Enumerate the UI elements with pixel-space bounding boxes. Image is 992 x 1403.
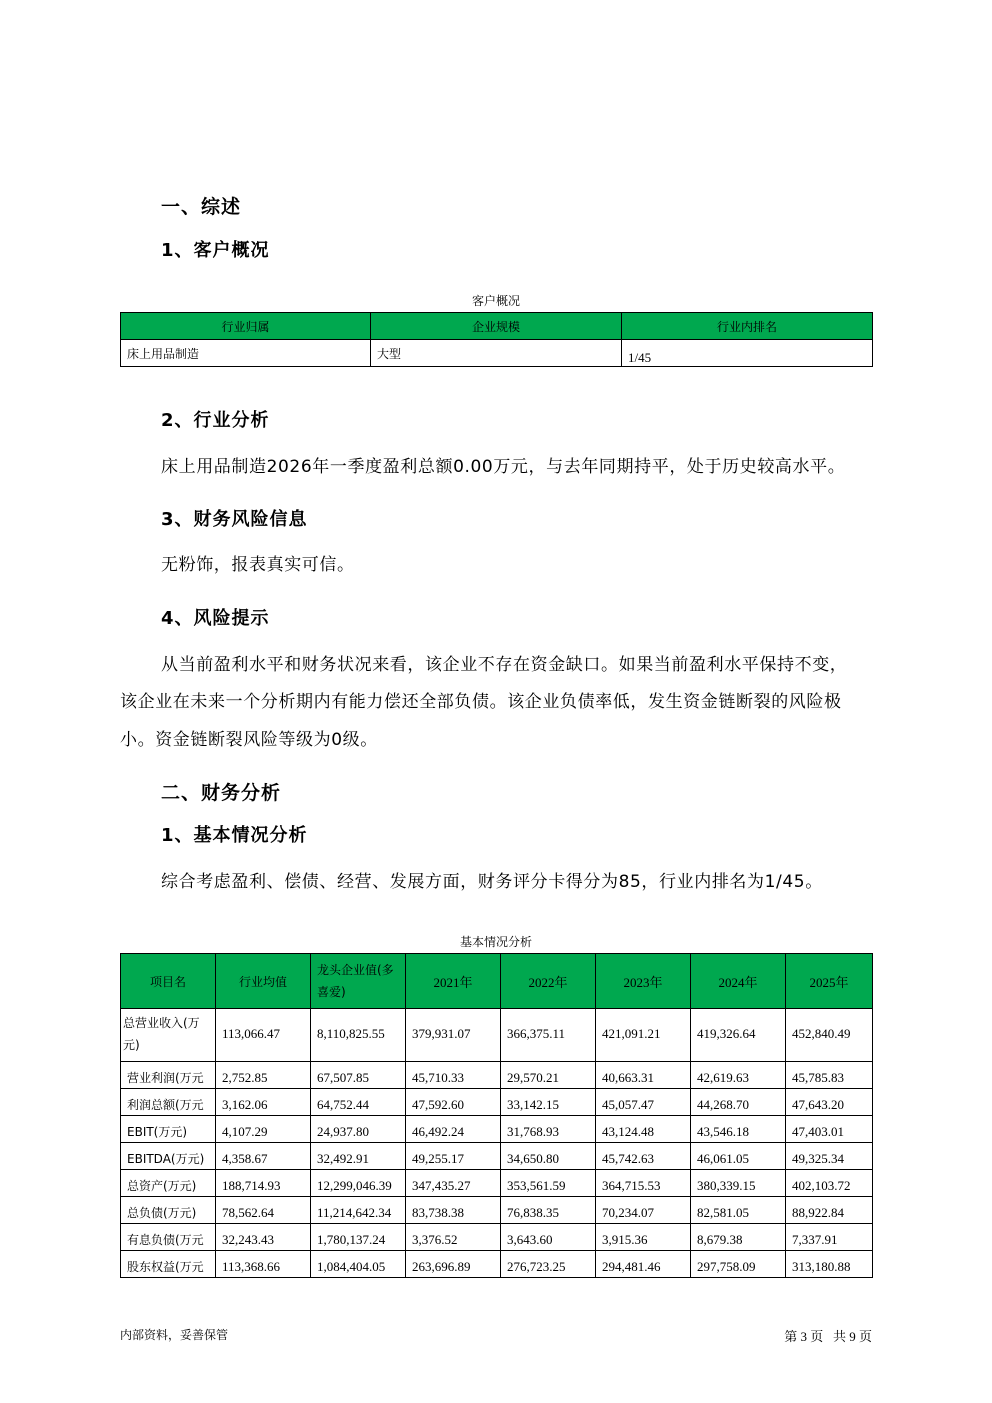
table-cell: 1,780,137.24 bbox=[311, 1224, 406, 1251]
table-cell: 46,492.24 bbox=[406, 1116, 501, 1143]
table-cell: 1/45 bbox=[622, 340, 873, 367]
row-label-cell: 利润总额(万元 bbox=[121, 1089, 216, 1116]
table-cell: 78,562.64 bbox=[216, 1197, 311, 1224]
table-cell: 113,066.47 bbox=[216, 1009, 311, 1062]
table-header-cell: 2024年 bbox=[691, 954, 786, 1009]
table-cell: 263,696.89 bbox=[406, 1251, 501, 1278]
table-cell: 45,785.83 bbox=[786, 1062, 873, 1089]
table-header-cell: 2025年 bbox=[786, 954, 873, 1009]
table-cell: 113,368.66 bbox=[216, 1251, 311, 1278]
table-row bbox=[121, 340, 873, 367]
table-cell: 366,375.11 bbox=[501, 1009, 596, 1062]
table-header-row bbox=[121, 954, 873, 1009]
table-cell: 3,643.60 bbox=[501, 1224, 596, 1251]
table-cell: 3,915.36 bbox=[596, 1224, 691, 1251]
table-row bbox=[121, 1009, 873, 1062]
row-label-cell: 有息负债(万元 bbox=[121, 1224, 216, 1251]
table-cell: 64,752.44 bbox=[311, 1089, 406, 1116]
table-header-cell: 2023年 bbox=[596, 954, 691, 1009]
table-cell: 3,376.52 bbox=[406, 1224, 501, 1251]
table-row bbox=[121, 1062, 873, 1089]
table-cell: 294,481.46 bbox=[596, 1251, 691, 1278]
table-cell: 45,057.47 bbox=[596, 1089, 691, 1116]
footer-note: 内部资料，妥善保管 bbox=[120, 1328, 229, 1342]
table-cell: 42,619.63 bbox=[691, 1062, 786, 1089]
table-cell: 421,091.21 bbox=[596, 1009, 691, 1062]
table-cell: 47,403.01 bbox=[786, 1116, 873, 1143]
table-cell: 353,561.59 bbox=[501, 1170, 596, 1197]
table-cell: 4,107.29 bbox=[216, 1116, 311, 1143]
table-cell: 8,679.38 bbox=[691, 1224, 786, 1251]
table-cell: 49,325.34 bbox=[786, 1143, 873, 1170]
table-cell: 347,435.27 bbox=[406, 1170, 501, 1197]
table-cell: 4,358.67 bbox=[216, 1143, 311, 1170]
basic-analysis-table bbox=[120, 953, 873, 1278]
table-cell: 24,937.80 bbox=[311, 1116, 406, 1143]
row-label-cell: 总资产(万元) bbox=[121, 1170, 216, 1197]
table-header-cell: 行业内排名 bbox=[622, 313, 873, 340]
table-cell: 12,299,046.39 bbox=[311, 1170, 406, 1197]
table-cell: 32,492.91 bbox=[311, 1143, 406, 1170]
table-row bbox=[121, 1251, 873, 1278]
table-cell: 379,931.07 bbox=[406, 1009, 501, 1062]
table-cell: 11,214,642.34 bbox=[311, 1197, 406, 1224]
table-header-cell: 企业规模 bbox=[371, 313, 622, 340]
risk-text-line-1: 从当前盈利水平和财务状况来看，该企业不存在资金缺口。如果当前盈利水平保持不变， bbox=[161, 655, 848, 675]
row-label-cell: EBITDA(万元) bbox=[121, 1143, 216, 1170]
client-table-caption: 客户概况 bbox=[471, 294, 520, 308]
table-cell: 76,838.35 bbox=[501, 1197, 596, 1224]
table-cell: 大型 bbox=[371, 340, 622, 367]
table-row bbox=[121, 1089, 873, 1116]
table-header-cell: 行业归属 bbox=[121, 313, 371, 340]
table-cell: 83,738.38 bbox=[406, 1197, 501, 1224]
table-cell: 45,742.63 bbox=[596, 1143, 691, 1170]
table-cell: 88,922.84 bbox=[786, 1197, 873, 1224]
table-cell: 313,180.88 bbox=[786, 1251, 873, 1278]
table-body bbox=[121, 1009, 873, 1278]
table-cell: 49,255.17 bbox=[406, 1143, 501, 1170]
table-header-cell: 龙头企业值(多喜爱) bbox=[311, 954, 406, 1009]
table-cell: 47,643.20 bbox=[786, 1089, 873, 1116]
table-header-cell: 2022年 bbox=[501, 954, 596, 1009]
section-1-2-title: 2、行业分析 bbox=[161, 410, 270, 431]
client-overview-table bbox=[120, 312, 873, 367]
table-cell: 82,581.05 bbox=[691, 1197, 786, 1224]
table-row bbox=[121, 1116, 873, 1143]
table-cell: 364,715.53 bbox=[596, 1170, 691, 1197]
industry-analysis-text: 床上用品制造2026年一季度盈利总额0.00万元，与去年同期持平，处于历史较高水平。 bbox=[161, 457, 846, 477]
table-cell: 46,061.05 bbox=[691, 1143, 786, 1170]
table-cell: 297,758.09 bbox=[691, 1251, 786, 1278]
table-cell: 31,768.93 bbox=[501, 1116, 596, 1143]
table-cell: 34,650.80 bbox=[501, 1143, 596, 1170]
row-label-cell: 总营业收入(万元) bbox=[121, 1009, 216, 1062]
section-1-title: 一、综述 bbox=[161, 196, 242, 218]
table-cell: 3,162.06 bbox=[216, 1089, 311, 1116]
row-label-cell: 总负债(万元) bbox=[121, 1197, 216, 1224]
risk-text-line-2: 该企业在未来一个分析期内有能力偿还全部负债。该企业负债率低，发生资金链断裂的风险极 bbox=[120, 692, 842, 712]
table-cell: 32,243.43 bbox=[216, 1224, 311, 1251]
table-cell: 452,840.49 bbox=[786, 1009, 873, 1062]
table-cell: 40,663.31 bbox=[596, 1062, 691, 1089]
risk-text-line-3: 小。资金链断裂风险等级为0级。 bbox=[120, 730, 378, 750]
basic-table-caption: 基本情况分析 bbox=[459, 935, 532, 949]
table-cell: 33,142.15 bbox=[501, 1089, 596, 1116]
page-number: 第 3 页 共 9 页 bbox=[784, 1329, 872, 1344]
row-label-cell: 股东权益(万元 bbox=[121, 1251, 216, 1278]
table-cell: 402,103.72 bbox=[786, 1170, 873, 1197]
table-cell: 1,084,404.05 bbox=[311, 1251, 406, 1278]
table-cell: 276,723.25 bbox=[501, 1251, 596, 1278]
table-header-cell: 项目名 bbox=[121, 954, 216, 1009]
section-2-title: 二、财务分析 bbox=[161, 782, 282, 804]
table-cell: 8,110,825.55 bbox=[311, 1009, 406, 1062]
table-row bbox=[121, 1197, 873, 1224]
table-header-row bbox=[121, 313, 873, 340]
table-cell: 67,507.85 bbox=[311, 1062, 406, 1089]
table-row bbox=[121, 1143, 873, 1170]
section-1-1-title: 1、客户概况 bbox=[161, 240, 270, 261]
table-cell: 43,546.18 bbox=[691, 1116, 786, 1143]
financial-risk-text: 无粉饰，报表真实可信。 bbox=[161, 555, 355, 575]
table-cell: 43,124.48 bbox=[596, 1116, 691, 1143]
section-2-1-title: 1、基本情况分析 bbox=[161, 825, 308, 846]
table-cell: 45,710.33 bbox=[406, 1062, 501, 1089]
section-1-3-title: 3、财务风险信息 bbox=[161, 509, 308, 530]
row-label-cell: 营业利润(万元 bbox=[121, 1062, 216, 1089]
table-cell: 7,337.91 bbox=[786, 1224, 873, 1251]
table-cell: 床上用品制造 bbox=[121, 340, 371, 367]
table-cell: 2,752.85 bbox=[216, 1062, 311, 1089]
row-label-cell: EBIT(万元) bbox=[121, 1116, 216, 1143]
table-cell: 44,268.70 bbox=[691, 1089, 786, 1116]
section-1-4-title: 4、风险提示 bbox=[161, 608, 270, 629]
table-header-cell: 行业均值 bbox=[216, 954, 311, 1009]
table-cell: 419,326.64 bbox=[691, 1009, 786, 1062]
table-header-cell: 2021年 bbox=[406, 954, 501, 1009]
table-cell: 47,592.60 bbox=[406, 1089, 501, 1116]
basic-analysis-text: 综合考虑盈利、偿债、经营、发展方面，财务评分卡得分为85，行业内排名为1/45。 bbox=[161, 872, 823, 892]
table-cell: 29,570.21 bbox=[501, 1062, 596, 1089]
table-row bbox=[121, 1170, 873, 1197]
table-cell: 70,234.07 bbox=[596, 1197, 691, 1224]
table-row bbox=[121, 1224, 873, 1251]
table-cell: 380,339.15 bbox=[691, 1170, 786, 1197]
table-cell: 188,714.93 bbox=[216, 1170, 311, 1197]
